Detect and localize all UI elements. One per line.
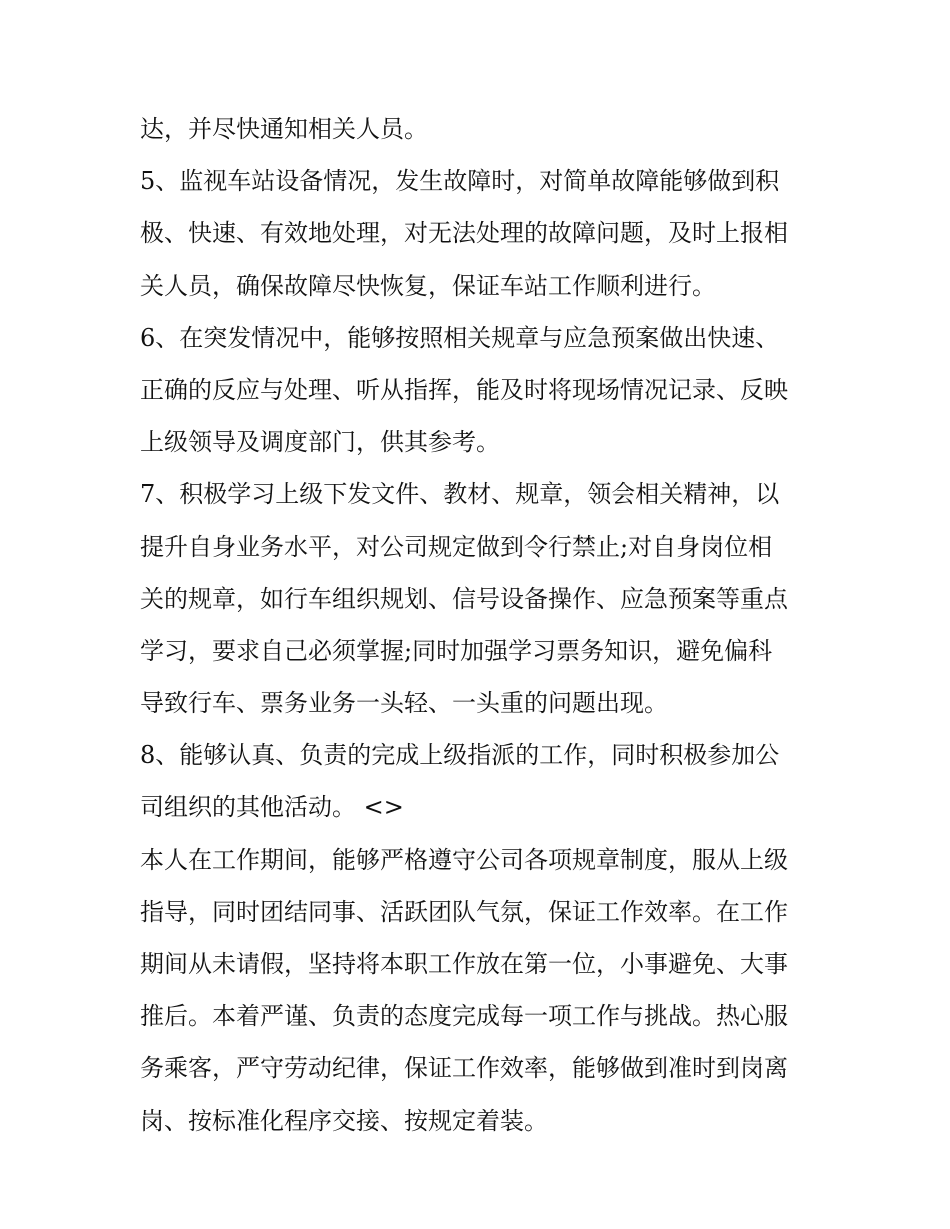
text-line: 达，并尽快通知相关人员。 — [140, 115, 428, 143]
document-body — [140, 103, 820, 1147]
text-line: 上级领导及调度部门，供其参考。 — [140, 428, 500, 457]
text-line: 学习，要求自己必须掌握;同时加强学习票务知识，避免偏科 — [140, 636, 773, 665]
text-line: 5、监视车站设备情况，发生故障时，对简单故障能够做到积 — [140, 167, 780, 196]
text-line: 本人在工作期间，能够严格遵守公司各项规章制度，服从上级 — [140, 845, 788, 874]
text-line: 关人员，确保故障尽快恢复，保证车站工作顺利进行。 — [140, 271, 716, 300]
text-line: 正确的反应与处理、听从指挥，能及时将现场情况记录、反映 — [140, 375, 788, 404]
text-line: 7、积极学习上级下发文件、教材、规章，领会相关精神，以 — [140, 480, 780, 509]
text-line: 导致行车、票务业务一头轻、一头重的问题出现。 — [140, 689, 668, 718]
text-line: 岗、按标准化程序交接、按规定着装。 — [140, 1106, 548, 1135]
text-line: 司组织的其他活动。 <> — [140, 793, 404, 822]
text-line: 极、快速、有效地处理，对无法处理的故障问题，及时上报相 — [140, 219, 788, 248]
text-line: 6、在突发情况中，能够按照相关规章与应急预案做出快速、 — [140, 323, 780, 352]
text-line: 指导，同时团结同事、活跃团队气氛，保证工作效率。在工作 — [140, 897, 788, 926]
text-line: 提升自身业务水平，对公司规定做到令行禁止;对自身岗位相 — [140, 532, 773, 561]
text-line: 8、能够认真、负责的完成上级指派的工作，同时积极参加公 — [140, 741, 780, 770]
text-line: 关的规章，如行车组织规划、信号设备操作、应急预案等重点 — [140, 584, 788, 613]
text-line: 务乘客，严守劳动纪律，保证工作效率，能够做到准时到岗离 — [140, 1054, 788, 1083]
text-line: 期间从未请假，坚持将本职工作放在第一位，小事避免、大事 — [140, 950, 788, 978]
text-line: 推后。本着严谨、负责的态度完成每一项工作与挑战。热心服 — [140, 1002, 788, 1031]
